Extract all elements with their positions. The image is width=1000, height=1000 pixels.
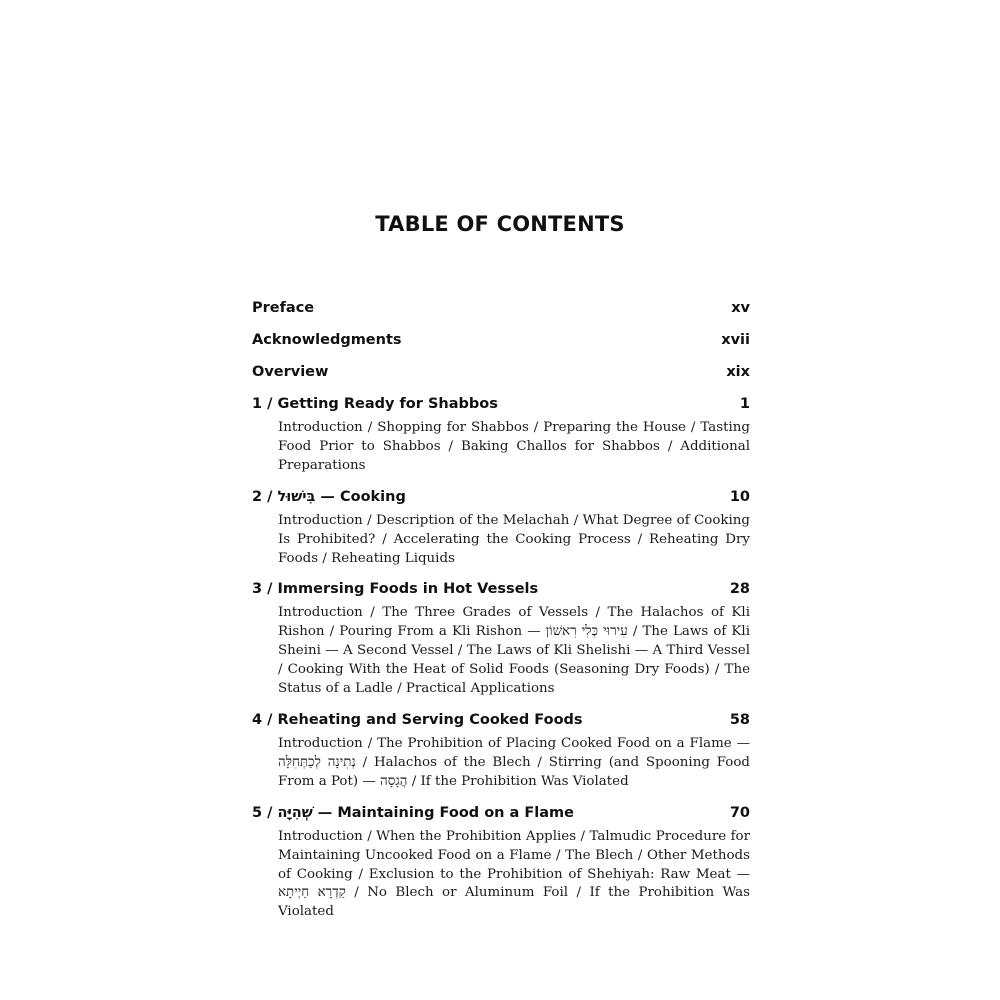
- chapter-title: Immersing Foods in Hot Vessels: [277, 581, 539, 598]
- chapter-2: [252, 487, 750, 569]
- chapter-heading[interactable]: [252, 710, 750, 730]
- table-of-contents: [252, 298, 750, 933]
- chapter-hebrew-title: שְׁהִיָּה: [277, 804, 313, 821]
- chapter-number: 4 /: [252, 711, 273, 728]
- entry-label: Preface: [252, 300, 315, 316]
- chapter-page: 28: [729, 581, 750, 598]
- entry-label: Overview: [252, 364, 329, 380]
- entry-page: xix: [726, 364, 750, 380]
- chapter-heading[interactable]: [252, 579, 750, 599]
- chapter-title: Getting Ready for Shabbos: [277, 396, 498, 412]
- chapter-number: 1 /: [252, 396, 273, 412]
- chapter-description: Introduction / Shopping for Shabbos / Preparing the House / Tasting Food Prior to Shabbos / Baking Challos for Shabbos / Additional Preparations: [278, 420, 750, 473]
- chapter-title-line: [252, 803, 574, 823]
- chapter-5: [252, 803, 750, 923]
- entry-label: Acknowledgments: [252, 332, 402, 348]
- chapter-heading[interactable]: [252, 803, 750, 823]
- chapter-description: Introduction / The Three Grades of Vessels / The Halachos of Kli Rishon / Pouring From a Kli Rishon — עִירוּי כְּלִי רִאשׁוֹן / The Laws of Kli Sheini — A Second Vessel / The Laws of Kli Shelishi — A Third Vessel / Cooking With the Heat of Solid Foods (Seasoning Dry Foods) / The Status of a Ladle / Practical Applications: [278, 605, 750, 697]
- chapter-title: — Maintaining Food on a Flame: [317, 804, 574, 821]
- chapter-title-line: [252, 487, 406, 507]
- entry-page: xvii: [721, 332, 750, 348]
- chapter-title-line: [252, 394, 498, 414]
- chapter-page: 70: [729, 804, 750, 821]
- chapter-number: 5 /: [252, 804, 273, 821]
- chapter-number: 2 /: [252, 488, 273, 505]
- chapter-title: — Cooking: [320, 488, 406, 505]
- chapter-heading[interactable]: [252, 487, 750, 507]
- chapter-description: Introduction / Description of the Melachah / What Degree of Cooking Is Prohibited? / Accelerating the Cooking Process / Reheating Dry Foods / Reheating Liquids: [278, 512, 750, 566]
- chapter-description: Introduction / When the Prohibition Applies / Talmudic Procedure for Maintaining Uncooked Food on a Flame / The Blech / Other Methods of Cooking / Exclusion to the Prohibition of Shehiyah: Raw Meat — קַדְרָא חַיְיתָא / No Blech or Aluminum Foil / If the Prohibition Was Violated: [278, 828, 750, 920]
- chapter-3: [252, 579, 750, 699]
- chapter-1: [252, 394, 750, 476]
- chapter-title: Reheating and Serving Cooked Foods: [277, 711, 583, 728]
- chapter-heading[interactable]: [252, 394, 750, 414]
- toc-entry-preface[interactable]: [252, 298, 750, 318]
- chapter-hebrew-title: בִּישׁוּל: [277, 488, 316, 505]
- chapter-page: 1: [739, 396, 750, 412]
- front-matter: [252, 298, 750, 382]
- entry-page: xv: [731, 300, 750, 316]
- page-title: TABLE OF CONTENTS: [375, 212, 625, 236]
- chapter-number: 3 /: [252, 581, 273, 598]
- chapter-description: Introduction / The Prohibition of Placing Cooked Food on a Flame — נְתִינָה לְכַתְּחִלָּה / Halachos of the Blech / Stirring (and Spooning Food From a Pot) — הֲגָסָה / If the Prohibition Was Violated: [278, 735, 750, 789]
- chapter-title-line: [252, 579, 538, 599]
- chapter-title-line: [252, 710, 583, 730]
- chapter-page: 58: [729, 711, 750, 728]
- chapter-4: [252, 710, 750, 792]
- chapter-page: 10: [729, 488, 750, 505]
- toc-entry-overview[interactable]: [252, 362, 750, 382]
- toc-entry-acknowledgments[interactable]: [252, 330, 750, 350]
